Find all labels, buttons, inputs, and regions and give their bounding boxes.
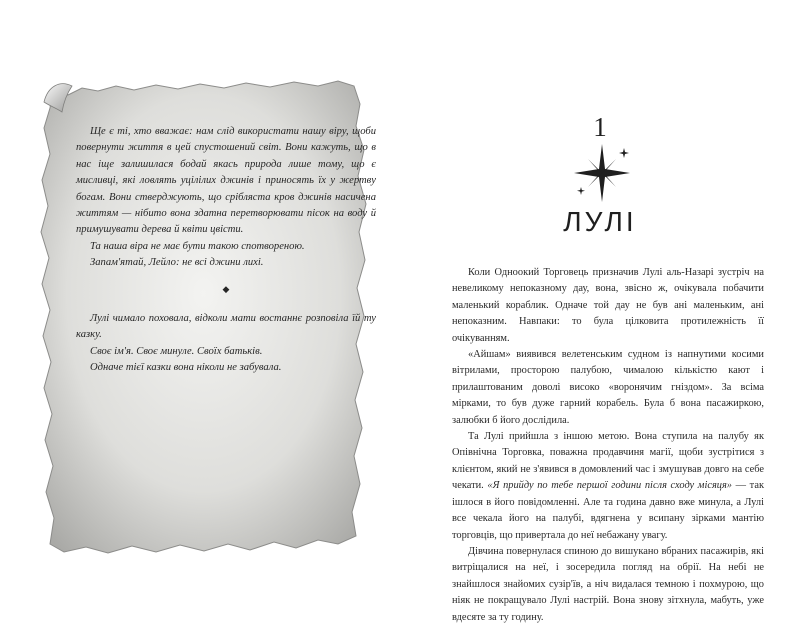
parchment-paragraph: Одначе тієї казки вона ніколи не забувала. [90,362,282,374]
section-separator: ◆ [222,283,230,294]
quoted-message: «Я прийду по тебе першої години після сходу місяця» [487,480,732,492]
parchment-paragraph: Ще є ті, хто вважає: нам слід використати нашу віру, щоби повернути життя в цей спустошений світ. Вони кажуть, що в нас іще залишилася бодай якась природа лише тому, що є мисливці, які ловлять уцілілих джинів і приносять їх у жертву богам. Вони стверджують, що срібляста кров джинів насичена життям — нібито вона здатна перетворювати пісок на воду й примушувати дерева й квіти цвісти. [76,126,376,236]
chapter-body [452,265,764,626]
body-paragraph: Дівчина повернулася спиною до вишукано вбраних пасажирів, які витріщалися на неї, і зосередила погляд на обрії. На небі не знайшлося знайомих сузір'їв, а ніч видалася темною і похмурою, що ніяк не покращувало Лулі настрій. Вона знову зітхнула, мабуть, уже вдесяте за ту годину. [452,545,764,623]
parchment-paragraph: Запам'ятай, Лейло: не всі джини лихі. [90,257,264,269]
parchment-paragraph: Своє ім'я. Своє минуле. Своїх батьків. [90,345,263,357]
body-text-span: Та Лулі прийшла з іншою метою. Вона ступила на палубу як Опівнічна Торговка, поважна продавчиня магії, щоби зустрітися з клієнтом, який не з'явився в домовлений час і змушував довго на себе чекати. [452,431,764,492]
body-paragraph: Коли Одноокий Торговець призначив Лулі аль-Назарі зустріч на невеликому непоказному дау, вона, звісно ж, очікувала побачити маленький кораблик. Одначе той дау не був ані маленьким, ані непоказним. Навпаки: то була цілковита протилежність її очікуванням. [452,267,764,344]
body-paragraph: «Айшам» виявився велетенським судном із напнутими косими вітрилами, просторою палубою, чималою кількістю кают і прилаштованим доволі високо «воронячим гніздом». За всіма мірками, то був дуже гарний корабель. Була б вона пасажиркою, залюбки б його дослідила. [452,349,764,426]
torn-parchment [38,64,378,564]
parchment-text [76,124,376,377]
parchment-paragraph: Лулі чимало поховала, відколи мати востаннє розповіла їй ту казку. [76,313,376,341]
four-point-star-icon [572,142,632,204]
chapter-title: ЛУЛІ [563,206,637,237]
body-paragraph [452,429,764,544]
chapter-number: 1 [593,112,607,142]
body-text-span: — так ішлося в його повідомленні. Але та година давно вже минула, а Лулі все чекала його на палубі, вдягнена у всипану зірками мантію торговців, що привертала до неї небажану увагу. [452,480,765,541]
parchment-paragraph: Та наша віра не має бути такою спотвореною. [90,240,305,252]
